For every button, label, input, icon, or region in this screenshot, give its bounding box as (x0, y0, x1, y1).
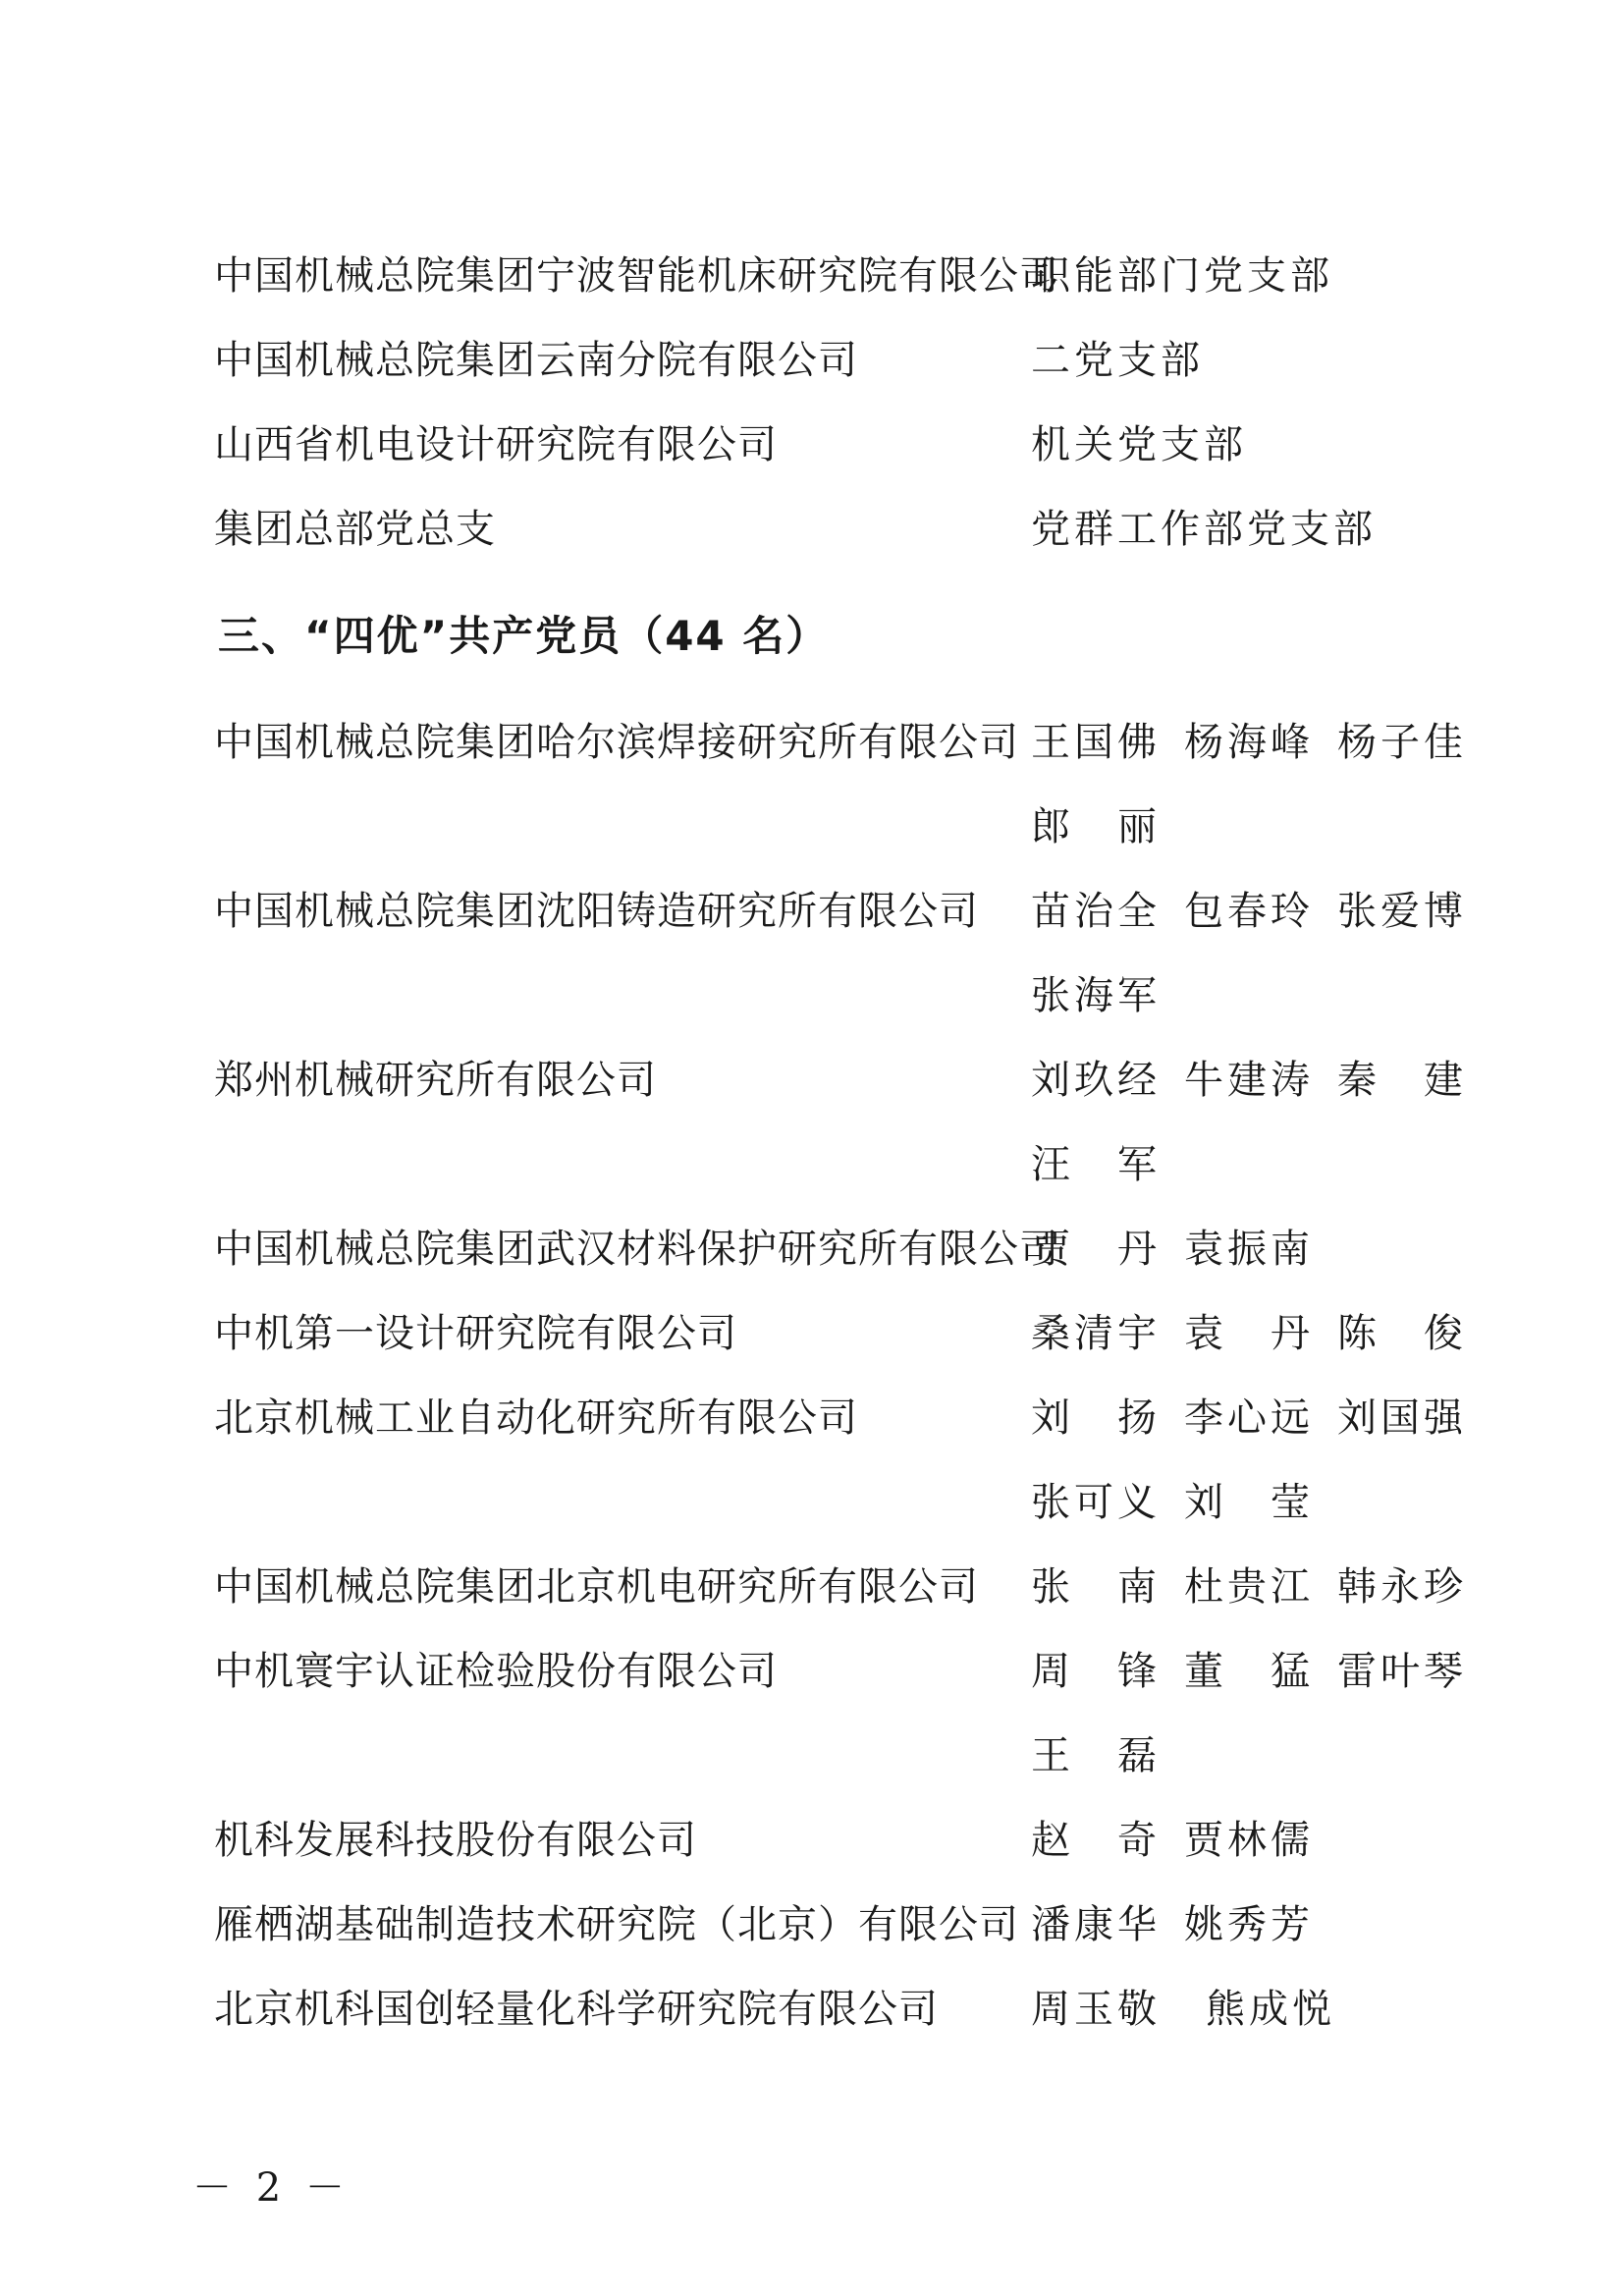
member-name: 李心远 (1184, 1395, 1314, 1441)
page-number: － 2 － (192, 2165, 351, 2211)
member-name: 刘玖经 (1031, 1058, 1161, 1103)
member-names (1031, 1038, 1522, 1207)
member-row (0, 1376, 1623, 1525)
organization-name: 中国机械总院集团武汉材料保护研究所有限公司 (214, 1227, 1059, 1272)
organization-name: 北京机械工业自动化研究所有限公司 (214, 1395, 858, 1441)
organization-name: 中国机械总院集团哈尔滨焊接研究所有限公司 (214, 720, 1019, 765)
branch-row (0, 403, 1623, 487)
member-row (0, 700, 1623, 849)
member-name: 雷叶琴 (1337, 1649, 1467, 1694)
member-row (0, 1967, 1623, 2051)
member-name: 张爱博 (1337, 889, 1467, 934)
member-names (1031, 1376, 1522, 1545)
organization-name: 中机第一设计研究院有限公司 (214, 1311, 737, 1356)
branch-row (0, 318, 1623, 403)
organization-name: 北京机科国创轻量化科学研究院有限公司 (214, 1987, 939, 2032)
member-name: 杨海峰 (1184, 720, 1314, 765)
member-name: 张可义 (1031, 1480, 1161, 1525)
organization-name: 郑州机械研究所有限公司 (214, 1058, 657, 1103)
member-name: 秦 建 (1337, 1058, 1467, 1103)
member-names (1031, 869, 1522, 1038)
member-name: 袁振南 (1184, 1227, 1314, 1272)
member-name: 牛建涛 (1184, 1058, 1314, 1103)
section-heading: 三、“四优”共产党员（44 名） (218, 612, 830, 660)
member-names (1031, 1883, 1522, 1967)
member-name: 刘 扬 (1031, 1395, 1161, 1441)
party-branch-name: 职能部门党支部 (1031, 253, 1333, 299)
member-name: 张海军 (1031, 973, 1161, 1018)
organization-name: 中机寰宇认证检验股份有限公司 (214, 1649, 778, 1694)
party-branch-name: 机关党支部 (1031, 422, 1247, 467)
organization-name: 中国机械总院集团宁波智能机床研究院有限公司 (214, 253, 1059, 299)
branch-row (0, 487, 1623, 572)
organization-name: 机科发展科技股份有限公司 (214, 1818, 697, 1863)
member-row (0, 1798, 1623, 1883)
member-name: 张 南 (1031, 1564, 1161, 1610)
member-names (1031, 700, 1522, 869)
member-name: 刘国强 (1337, 1395, 1467, 1441)
member-names (1031, 1798, 1522, 1883)
member-name: 潘康华 (1031, 1902, 1161, 1947)
member-names (1031, 1545, 1522, 1629)
organization-name: 中国机械总院集团北京机电研究所有限公司 (214, 1564, 979, 1610)
party-branch-name: 二党支部 (1031, 338, 1204, 383)
member-name: 韩永珍 (1337, 1564, 1467, 1610)
member-row (0, 1545, 1623, 1629)
organization-name: 雁栖湖基础制造技术研究院（北京）有限公司 (214, 1902, 1019, 1947)
member-row (0, 869, 1623, 1018)
member-name: 董 猛 (1184, 1649, 1314, 1694)
member-name: 周 锋 (1031, 1649, 1161, 1694)
member-name: 王 磊 (1031, 1733, 1161, 1778)
member-row (0, 1629, 1623, 1778)
member-name: 包春玲 (1184, 889, 1314, 934)
party-branch-name: 党群工作部党支部 (1031, 507, 1377, 552)
member-names (1031, 1291, 1522, 1376)
organization-name: 中国机械总院集团云南分院有限公司 (214, 338, 858, 383)
member-row (0, 1883, 1623, 1967)
organization-name: 集团总部党总支 (214, 507, 496, 552)
member-name: 苗治全 (1031, 889, 1161, 934)
organization-name: 山西省机电设计研究院有限公司 (214, 422, 778, 467)
member-name: 姚秀芳 (1184, 1902, 1314, 1947)
member-name: 杜贵江 (1184, 1564, 1314, 1610)
member-name: 袁 丹 (1184, 1311, 1314, 1356)
member-name: 桑清宇 (1031, 1311, 1161, 1356)
member-name: 陈 俊 (1337, 1311, 1467, 1356)
branch-row (0, 234, 1623, 318)
organization-name: 中国机械总院集团沈阳铸造研究所有限公司 (214, 889, 979, 934)
member-row (0, 1207, 1623, 1291)
member-name: 刘 莹 (1184, 1480, 1314, 1525)
member-names (1031, 1967, 1522, 2051)
member-name: 王国佛 (1031, 720, 1161, 765)
member-name: 赵 奇 (1031, 1818, 1161, 1863)
member-name: 周玉敬 (1031, 1987, 1161, 2032)
member-name: 杨子佳 (1337, 720, 1467, 765)
member-names (1031, 1629, 1522, 1798)
member-names (1031, 1207, 1522, 1291)
member-name: 熊成悦 (1206, 1987, 1335, 2032)
member-name: 汪 军 (1031, 1142, 1161, 1187)
member-name: 郎 丽 (1031, 804, 1161, 849)
member-name: 贾 丹 (1031, 1227, 1161, 1272)
member-row (0, 1291, 1623, 1376)
member-name: 贾林儒 (1184, 1818, 1314, 1863)
member-row (0, 1038, 1623, 1187)
